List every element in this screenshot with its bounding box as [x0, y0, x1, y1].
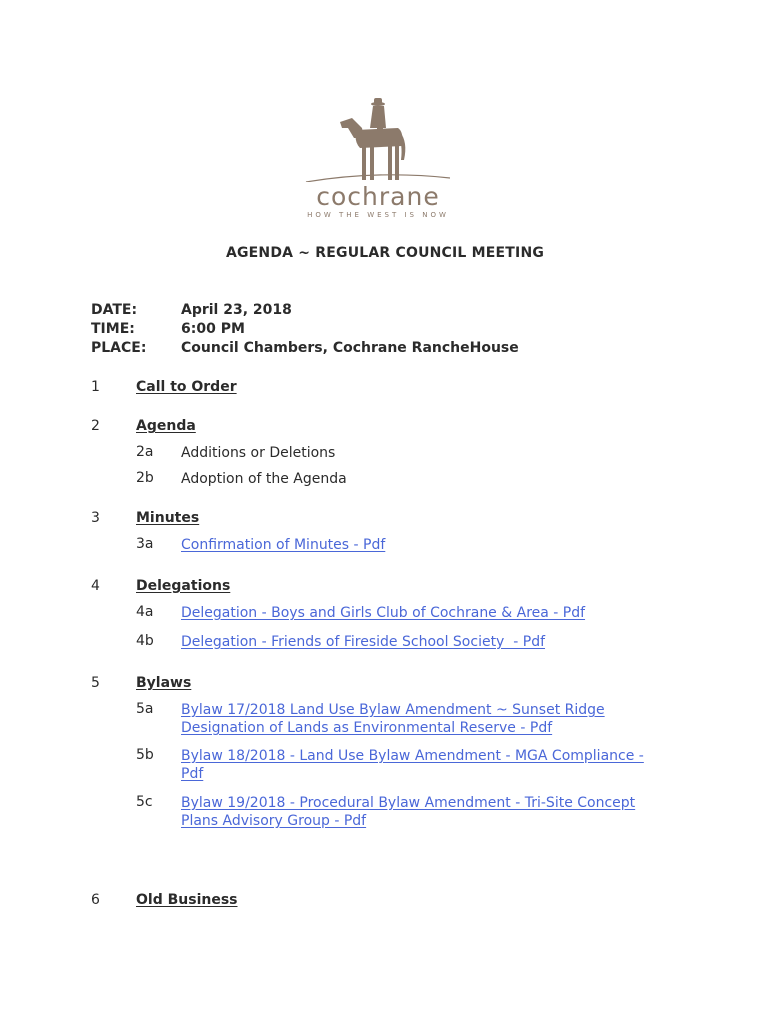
section-number: 2	[91, 418, 100, 434]
time-label: TIME:	[91, 321, 135, 337]
page-title: AGENDA ~ REGULAR COUNCIL MEETING	[225, 245, 545, 261]
item-number: 5c	[136, 794, 153, 810]
item-number: 2a	[136, 444, 154, 460]
item-additions-or-deletions: Additions or Deletions	[181, 445, 336, 461]
bylaw-19-2018-link[interactable]	[181, 794, 635, 830]
link-line: Designation of Lands as Environmental Reserve - Pdf	[181, 720, 553, 736]
place-label: PLACE:	[91, 340, 147, 356]
time-value: 6:00 PM	[181, 321, 245, 337]
link-line: Bylaw 19/2018 - Procedural Bylaw Amendment - Tri-Site Concept	[181, 795, 636, 811]
link-line: Bylaw 18/2018 - Land Use Bylaw Amendment - MGA Compliance -	[181, 748, 644, 764]
logo-tagline: HOW THE WEST IS NOW	[307, 211, 449, 219]
delegation-fireside-school-link[interactable]: Delegation - Friends of Fireside School Society - Pdf	[181, 634, 546, 650]
link-line: Pdf	[181, 766, 204, 782]
item-number: 4a	[136, 604, 154, 620]
minutes-pdf-link[interactable]: Confirmation of Minutes - Pdf	[181, 537, 386, 553]
date-label: DATE:	[91, 302, 138, 318]
section-title-bylaws: Bylaws	[136, 675, 192, 691]
section-title-minutes: Minutes	[136, 510, 200, 526]
item-number: 5a	[136, 701, 154, 717]
section-title-agenda: Agenda	[136, 418, 196, 434]
section-title-call-to-order: Call to Order	[136, 379, 237, 395]
item-adoption-of-agenda: Adoption of the Agenda	[181, 471, 347, 487]
section-title-delegations: Delegations	[136, 578, 231, 594]
section-number: 4	[91, 578, 100, 594]
logo-wordmark: cochrane	[316, 182, 440, 211]
link-line: Plans Advisory Group - Pdf	[181, 813, 367, 829]
horse-rider-icon	[300, 98, 456, 182]
place-value: Council Chambers, Cochrane RancheHouse	[181, 340, 519, 356]
delegation-boys-girls-club-link[interactable]: Delegation - Boys and Girls Club of Cochrane & Area - Pdf	[181, 605, 586, 621]
bylaw-17-2018-link[interactable]	[181, 701, 605, 737]
item-number: 2b	[136, 470, 154, 486]
item-number: 3a	[136, 536, 154, 552]
section-number: 1	[91, 379, 100, 395]
cochrane-logo	[300, 98, 456, 222]
section-title-old-business: Old Business	[136, 892, 238, 908]
bylaw-18-2018-link[interactable]	[181, 747, 644, 783]
item-number: 5b	[136, 747, 154, 763]
section-number: 6	[91, 892, 100, 908]
date-value: April 23, 2018	[181, 302, 292, 318]
link-line: Bylaw 17/2018 Land Use Bylaw Amendment ~ Sunset Ridge	[181, 702, 605, 718]
section-number: 3	[91, 510, 100, 526]
item-number: 4b	[136, 633, 154, 649]
section-number: 5	[91, 675, 100, 691]
